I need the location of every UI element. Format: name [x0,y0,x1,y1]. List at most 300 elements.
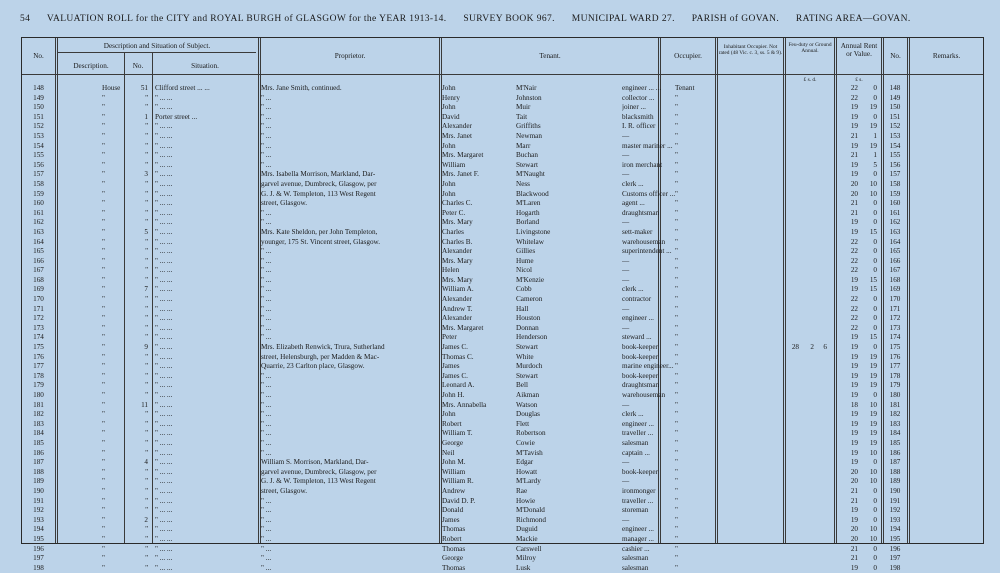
description: " [102,304,105,313]
row-number-right: 169 [889,285,901,294]
table-row [22,170,983,180]
row-number-right: 188 [889,467,901,476]
rent-shillings: 1 [873,151,877,160]
rent-pounds: 22 [850,304,858,313]
tenant-forename: Neil [442,448,455,457]
row-number-right: 186 [889,448,901,457]
row-number: 173 [33,323,44,332]
situation: " ... ... [155,122,173,131]
situation: " ... ... [155,151,173,160]
tenant-forename: Alexander [442,122,472,131]
page-header [20,14,980,30]
street-number: " [145,333,148,342]
situation: " ... ... [155,275,173,284]
description: " [102,285,105,294]
tenant-forename: David D. P. [442,496,476,505]
street-number: " [145,438,148,447]
street-number: " [145,199,148,208]
proprietor: " ... [261,323,272,332]
tenant-forename: James [442,515,460,524]
description: " [102,333,105,342]
rent-shillings: 0 [873,391,877,399]
situation: " ... ... [155,563,173,572]
situation: " ... ... [155,534,173,543]
tenant-surname: M'Nair [516,84,537,92]
occupation: warehouseman [622,391,666,399]
row-number-right: 164 [889,237,901,246]
rent-shillings: 0 [873,266,877,275]
occupier: " [675,141,678,150]
proprietor: " ... [261,256,272,265]
description: " [102,486,105,495]
occupation: — [622,266,630,275]
rent-pounds: 21 [850,131,858,140]
row-number: 156 [33,160,44,169]
occupation: storeman [622,506,649,515]
street-number: " [145,131,148,140]
row-number: 149 [33,93,44,102]
table-row [22,142,983,152]
rent-pounds: 19 [850,419,858,428]
occupation: contractor [622,295,652,304]
tenant-surname: Tait [516,112,528,121]
description: House [102,84,121,92]
street-number: " [145,218,148,227]
tenant-surname: Stewart [516,160,538,169]
rent-pounds: 19 [850,343,858,352]
tenant-forename: Robert [442,534,462,543]
occupation: master mariner ... [622,141,673,150]
proprietor: " ... [261,554,272,563]
rent-shillings: 0 [873,256,877,265]
rent-pounds: 19 [850,141,858,150]
occupier: " [675,506,678,515]
street-number: 2 [144,515,148,524]
row-number-right: 171 [889,304,901,313]
tenant-forename: James [442,362,460,371]
table-row [22,199,983,209]
row-number-right: 167 [889,266,901,275]
rent-pounds: 20 [850,179,858,188]
rent-shillings: 0 [873,170,877,179]
occupation: manager ... [622,534,654,543]
street-number: " [145,506,148,515]
rent-shillings: 0 [873,93,877,102]
feu-pounds: 28 [791,343,799,352]
rent-pounds: 19 [850,218,858,227]
tenant-forename: James C. [442,343,468,352]
situation: " ... ... [155,419,173,428]
proprietor: " ... [261,314,272,323]
occupier: " [675,285,678,294]
street-number: " [145,160,148,169]
occupation: captain ... [622,448,650,457]
rent-shillings: 19 [869,410,877,419]
description: " [102,112,105,121]
rent-pounds: 19 [850,362,858,371]
row-number-right: 196 [889,544,901,553]
situation: " ... ... [155,429,173,438]
rent-pounds: 19 [850,448,858,457]
table-row [22,151,983,161]
rent-shillings: 10 [869,189,877,198]
street-number: " [145,419,148,428]
street-number: " [145,179,148,188]
occupier: " [675,477,678,486]
street-number: " [145,295,148,304]
tenant-surname: Hall [516,304,529,313]
street-number: " [145,323,148,332]
proprietor: Quarrie, 23 Carlton place, Glasgow. [261,362,365,371]
tenant-surname: Flett [516,419,530,428]
situation: " ... ... [155,438,173,447]
occupation: — [622,275,630,284]
situation: " ... ... [155,496,173,505]
row-number-right: 195 [889,534,901,543]
situation: " ... ... [155,208,173,217]
rent-shillings: 10 [869,448,877,457]
tenant-forename: William [442,160,466,169]
row-number: 163 [33,227,44,236]
table-row [22,564,983,573]
rent-pounds: 22 [850,256,858,265]
proprietor: " ... [261,333,272,342]
row-number-right: 184 [889,429,901,438]
table-row [22,429,983,439]
tenant-forename: Mrs. Mary [442,275,473,284]
rent-shillings: 0 [873,506,877,515]
tenant-forename: Mrs. Mary [442,256,473,265]
occupier: " [675,199,678,208]
tenant-surname: Muir [516,103,531,112]
description: " [102,391,105,399]
occupation: iron merchant [622,160,663,169]
description: " [102,122,105,131]
description: " [102,199,105,208]
description: " [102,141,105,150]
situation: " ... ... [155,295,173,304]
street-number: " [145,477,148,486]
rent-pounds: 19 [850,275,858,284]
rent-shillings: 10 [869,179,877,188]
row-number-right: 198 [889,563,901,572]
situation: " ... ... [155,554,173,563]
tenant-forename: Mrs. Janet [442,131,472,140]
occupation: — [622,304,630,313]
occupier: " [675,410,678,419]
description: " [102,448,105,457]
description: " [102,515,105,524]
row-number: 190 [33,486,44,495]
tenant-surname: Stewart [516,371,538,380]
occupier: " [675,458,678,467]
street-number: " [145,496,148,505]
street-number: " [145,208,148,217]
tenant-forename: John [442,103,456,112]
occupation: agent ... [622,199,645,208]
tenant-surname: Donnan [516,323,539,332]
rent-pounds: 19 [850,352,858,361]
occupier: " [675,227,678,236]
occupation: — [622,131,630,140]
table-row [22,458,983,468]
rent-pounds: 22 [850,237,858,246]
street-number: " [145,371,148,380]
row-number: 188 [33,467,44,476]
table-row [22,247,983,257]
row-number: 164 [33,237,44,246]
row-number-right: 155 [889,151,901,160]
proprietor: " ... [261,506,272,515]
description: " [102,323,105,332]
tenant-forename: John [442,84,456,92]
occupier: " [675,333,678,342]
row-number: 192 [33,506,44,515]
occupier: " [675,179,678,188]
description: " [102,563,105,572]
tenant-surname: Newman [516,131,542,140]
rent-shillings: 0 [873,544,877,553]
street-number: " [145,304,148,313]
street-number: 5 [144,227,148,236]
street-number: 51 [140,84,148,92]
proprietor: " ... [261,112,272,121]
row-number-right: 154 [889,141,901,150]
description: " [102,438,105,447]
description: " [102,496,105,505]
street-number: " [145,141,148,150]
rent-shillings: 0 [873,218,877,227]
row-number: 154 [33,141,44,150]
tenant-surname: Robertson [516,429,546,438]
occupation: — [622,256,630,265]
occupation: book-keeper [622,352,658,361]
page-number: 54 [20,14,31,24]
occupation: — [622,170,630,179]
col-header-proprietor: Proprietor. [334,52,366,60]
occupier: " [675,448,678,457]
street-number: " [145,391,148,399]
tenant-surname: Howie [516,496,536,505]
row-number-right: 163 [889,227,901,236]
occupier: " [675,247,678,256]
row-number-right: 165 [889,247,901,256]
rating-area: RATING AREA—GOVAN. [795,14,911,24]
row-number: 178 [33,371,44,380]
rent-pounds: 19 [850,112,858,121]
description: " [102,227,105,236]
table-row [22,468,983,478]
row-number: 175 [33,343,44,352]
proprietor: " ... [261,131,272,140]
tenant-surname: Nicol [516,266,532,275]
proprietor: " ... [261,141,272,150]
proprietor: " ... [261,563,272,572]
tenant-surname: M'Lardy [516,477,541,486]
rent-pounds: 22 [850,314,858,323]
rent-pounds: 19 [850,410,858,419]
table-row [22,381,983,391]
tenant-surname: Milroy [516,554,536,563]
situation: " ... ... [155,218,173,227]
rent-pounds: 21 [850,486,858,495]
occupation: — [622,458,630,467]
street-number: " [145,151,148,160]
tenant-forename: Mrs. Margaret [442,151,484,160]
description: " [102,419,105,428]
occupier: " [675,151,678,160]
rent-pounds: 22 [850,93,858,102]
row-number: 193 [33,515,44,524]
table-row [22,333,983,343]
row-number: 166 [33,256,44,265]
street-number: " [145,237,148,246]
occupier: " [675,103,678,112]
description: " [102,429,105,438]
rent-shillings: 0 [873,112,877,121]
rent-shillings: 15 [869,333,877,342]
tenant-surname: M'Kenzie [516,275,545,284]
table-row [22,439,983,449]
tenant-forename: John [442,141,456,150]
description: " [102,525,105,534]
feu-units: £ s. d. [803,77,817,83]
occupier: " [675,256,678,265]
situation: " ... ... [155,93,173,102]
occupation: — [622,323,630,332]
table-row [22,276,983,286]
street-number: 9 [144,343,148,352]
tenant-surname: Watson [516,400,538,409]
tenant-surname: Hume [516,256,534,265]
table-row [22,209,983,219]
tenant-forename: Andrew [442,486,466,495]
tenant-forename: Mrs. Mary [442,218,473,227]
table-row [22,449,983,459]
occupation: sett-maker [622,227,653,236]
rent-shillings: 15 [869,227,877,236]
tenant-forename: Leonard A. [442,381,475,390]
table-row [22,506,983,516]
tenant-surname: Lusk [516,563,531,572]
tenant-forename: Robert [442,419,462,428]
street-number: " [145,103,148,112]
tenant-forename: John [442,410,456,419]
table-row [22,218,983,228]
occupier: " [675,381,678,390]
situation: " ... ... [155,131,173,140]
occupation: engineer ... ... [622,84,662,92]
table-row [22,94,983,104]
situation: " ... ... [155,544,173,553]
situation: " ... ... [155,285,173,294]
table-row [22,545,983,555]
street-number: " [145,467,148,476]
row-number: 161 [33,208,44,217]
rent-pounds: 20 [850,477,858,486]
occupier: " [675,266,678,275]
row-number: 179 [33,381,44,390]
occupation: — [622,151,630,160]
table-row [22,343,983,353]
parish: PARISH of GOVAN. [691,14,780,24]
rent-pounds: 19 [850,563,858,572]
occupier: " [675,170,678,179]
situation: " ... ... [155,525,173,534]
row-number: 187 [33,458,44,467]
row-number: 155 [33,151,44,160]
tenant-surname: Borland [516,218,540,227]
row-number-right: 170 [889,295,901,304]
proprietor: " ... [261,266,272,275]
occupation: engineer ... [622,525,654,534]
feu-pence: 6 [823,343,827,352]
tenant-forename: William R. [442,477,474,486]
street-number: " [145,266,148,275]
rent-shillings: 0 [873,496,877,505]
tenant-surname: Whitelaw [516,237,544,246]
tenant-forename: Peter [442,333,457,342]
occupation: — [622,400,630,409]
row-number: 150 [33,103,44,112]
occupier: " [675,429,678,438]
row-number: 162 [33,218,44,227]
rent-pounds: 19 [850,227,858,236]
occupation: — [622,477,630,486]
rent-shillings: 0 [873,314,877,323]
occupier: " [675,544,678,553]
occupation: ironmonger [622,486,656,495]
rent-shillings: 10 [869,534,877,543]
occupier: " [675,496,678,505]
occupier: " [675,554,678,563]
rent-pounds: 21 [850,544,858,553]
table-row [22,353,983,363]
situation: " ... ... [155,371,173,380]
situation: " ... ... [155,515,173,524]
description: " [102,400,105,409]
table-row [22,228,983,238]
tenant-surname: Rae [516,486,528,495]
street-number: " [145,554,148,563]
tenant-forename: Henry [442,93,460,102]
valuation-table [21,37,984,572]
situation: " ... ... [155,266,173,275]
occupier: " [675,391,678,399]
occupation: cashier ... [622,544,650,553]
tenant-surname: Henderson [516,333,548,342]
occupier: " [675,323,678,332]
tenant-surname: M'Naught [516,170,545,179]
street-number: " [145,429,148,438]
tenant-surname: Mackie [516,534,538,543]
street-number: " [145,410,148,419]
street-number: 4 [144,458,148,467]
tenant-forename: James C. [442,371,468,380]
situation: " ... ... [155,247,173,256]
table-row [22,266,983,276]
tenant-forename: Mrs. Margaret [442,323,484,332]
rent-pounds: 22 [850,266,858,275]
rent-shillings: 5 [873,160,877,169]
occupation: draughtsman [622,208,660,217]
description: " [102,237,105,246]
description: " [102,247,105,256]
occupier: " [675,314,678,323]
tenant-forename: Alexander [442,314,472,323]
description: " [102,275,105,284]
tenant-forename: Alexander [442,295,472,304]
